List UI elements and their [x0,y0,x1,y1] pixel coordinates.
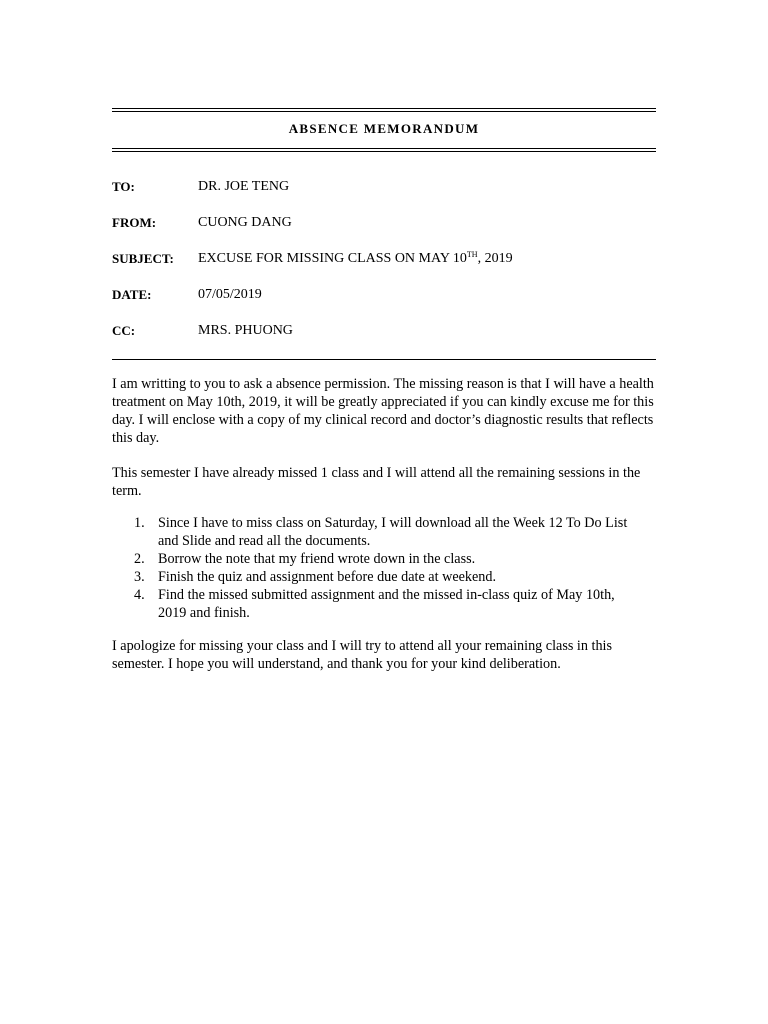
field-from-label: FROM: [112,215,157,230]
list-item [112,586,656,622]
field-to [112,178,656,196]
list-item-text: Since I have to miss class on Saturday, I will download all the Week 12 To Do List and Slide and read all the documents. [158,515,628,549]
list-item-number: 4. [134,587,145,603]
body-paragraph-3: I apologize for missing your class and I will try to attend all your remaining class in this semester. I hope you will understand, and thank you for your kind deliberation. [112,638,613,672]
field-cc-value: MRS. PHUONG [198,323,293,338]
list-item-text: Finish the quiz and assignment before due date at weekend. [158,569,497,585]
field-to-label: TO: [112,179,135,194]
list-item [112,568,656,586]
action-list [112,514,656,622]
field-subject-label: SUBJECT: [112,251,174,266]
list-item-number: 3. [134,569,145,585]
memo-title: ABSENCE MEMORANDUM [288,121,480,136]
subject-main-text: EXCUSE FOR MISSING CLASS ON MAY 10 [198,251,467,266]
field-date [112,286,656,304]
field-from-value: CUONG DANG [198,215,292,230]
field-cc [112,322,656,340]
list-item [112,514,656,550]
list-item-number: 2. [134,551,145,567]
list-item-text: Find the missed submitted assignment and the missed in-class quiz of May 10th, 2019 and finish. [158,587,615,621]
field-from [112,214,656,232]
field-to-value: DR. JOE TENG [198,179,290,194]
field-date-value: 07/05/2019 [198,287,262,302]
field-date-label: DATE: [112,287,152,302]
subject-suffix: , 2019 [477,251,513,266]
field-cc-label: CC: [112,323,136,338]
header-divider [112,359,656,360]
title-bottom-rule [112,148,656,152]
field-subject-value [198,250,513,268]
list-item-number: 1. [134,515,145,531]
list-item [112,550,656,568]
title-top-rule [112,108,656,112]
list-item-text: Borrow the note that my friend wrote down in the class. [158,551,476,567]
field-subject [112,250,656,268]
body-paragraph-1: I am writting to you to ask a absence permission. The missing reason is that I will have a health treatment on May 10th, 2019, it will be greatly appreciated if you can kindly excuse me for this day. I will enclose with a copy of my clinical record and doctor’s diagnostic results that reflects this day. [112,376,654,446]
subject-superscript: TH [466,250,478,259]
body-paragraph-2: This semester I have already missed 1 class and I will attend all the remaining sessions in the term. [112,465,641,499]
